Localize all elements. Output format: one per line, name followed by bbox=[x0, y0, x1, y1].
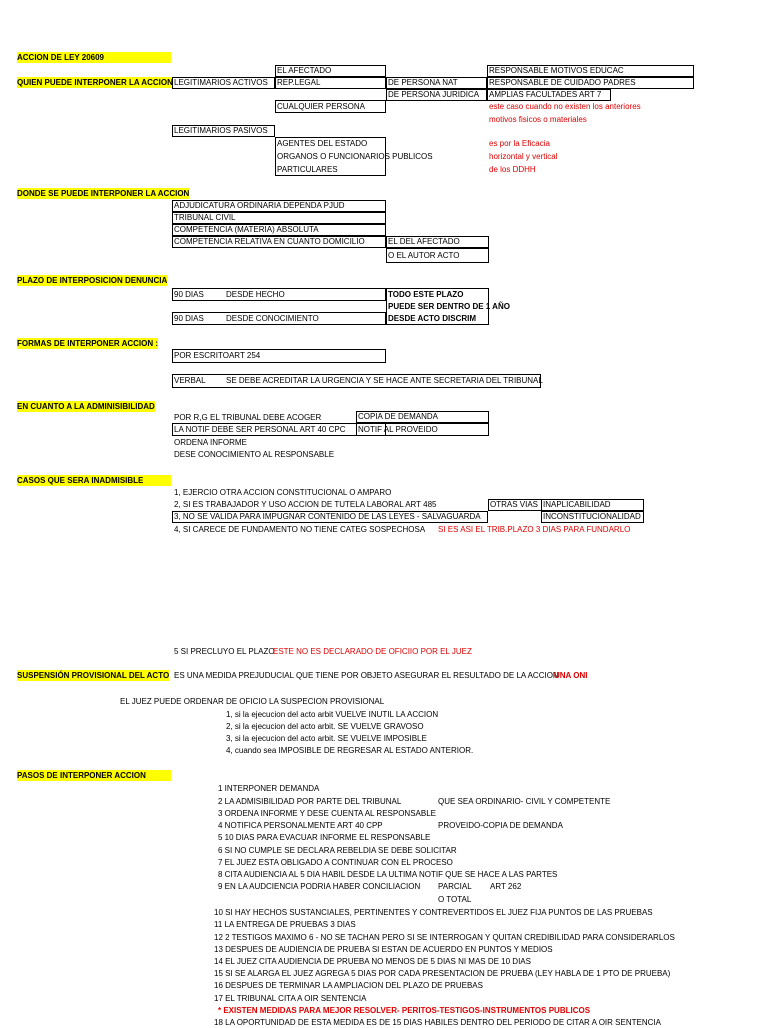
legitimarios-activos: LEGITIMARIOS ACTIVOS bbox=[174, 78, 268, 87]
note-ddhh: de los DDHH bbox=[489, 165, 536, 174]
paso-8: 8 CITA AUDIENCIA AL 5 DIA HABIL DESDE LA ULTIMA NOTIF QUE SE HACE A LAS PARTES bbox=[218, 870, 558, 879]
noventa-dias-hecho: 90 DIAS bbox=[174, 290, 204, 299]
todo-este-plazo: TODO ESTE PLAZO bbox=[388, 290, 464, 299]
suspension-description: ES UNA MEDIDA PREJUDUCIAL QUE TIENE POR OBJETO ASEGURAR EL RESULTADO DE LA ACCION bbox=[174, 671, 559, 680]
note-anteriores: este caso cuando no existen los anteriores bbox=[489, 102, 641, 111]
paso-2: 2 LA ADMISIBILIDAD POR PARTE DEL TRIBUNAL bbox=[218, 797, 402, 806]
desde-conocimiento: DESDE CONOCIMIENTO bbox=[226, 314, 319, 323]
rep-legal: REP.LEGAL bbox=[277, 78, 321, 87]
medidas-mejor-resolver: * EXISTEN MEDIDAS PARA MEJOR RESOLVER- PERITOS-TESTIGOS-INSTRUMENTOS PUBLICOS bbox=[218, 1006, 591, 1015]
paso-4: 4 NOTIFICA PERSONALMENTE ART 40 CPP bbox=[218, 821, 383, 830]
heading-donde: DONDE SE PUEDE INTERPONER LA ACCION bbox=[17, 189, 190, 198]
heading-admisibilidad: EN CUANTO A LA ADMINISIBILIDAD bbox=[17, 402, 155, 411]
note-motivos: motivos fisicos o materiales bbox=[489, 115, 587, 124]
el-del-afectado: EL DEL AFECTADO bbox=[388, 237, 460, 246]
agentes-del-estado: AGENTES DEL ESTADO bbox=[277, 139, 368, 148]
paso-16: 16 DESPUES DE TERMINAR LA AMPLIACION DEL PLAZO DE PRUEBAS bbox=[214, 981, 483, 990]
por-escrito: POR ESCRITOART 254 bbox=[174, 351, 261, 360]
legitimarios-pasivos: LEGITIMARIOS PASIVOS bbox=[174, 126, 268, 135]
suspension-note: UNA ONI bbox=[554, 671, 588, 680]
heading-inadmisible: CASOS QUE SERA INADMISIBLE bbox=[17, 475, 171, 486]
paso-11: 11 LA ENTREGA DE PRUEBAS 3 DIAS bbox=[214, 920, 356, 929]
responsable-cuidado: RESPONSABLE DE CUIDADO PADRES bbox=[489, 78, 636, 87]
responsable-motivos: RESPONSABLE MOTIVOS EDUCAC bbox=[489, 66, 624, 75]
heading-suspension: SUSPENSIÓN PROVISIONAL DEL ACTO bbox=[17, 671, 170, 680]
el-afectado: EL AFECTADO bbox=[277, 66, 332, 75]
suspension-item-2: 2, si la ejecucion del acto arbit. SE VUELVE GRAVOSO bbox=[226, 722, 424, 731]
paso-7: 7 EL JUEZ ESTA OBLIGADO A CONTINUAR CON EL PROCESO bbox=[218, 858, 453, 867]
paso-17: 17 EL TRIBUNAL CITA A OIR SENTENCIA bbox=[214, 994, 367, 1003]
paso-18: 18 LA OPORTUNIDAD DE ESTA MEDIDA ES DE 15 DIAS HABILES DENTRO DEL PERIODO DE CITAR A OIR SENTENCIA bbox=[214, 1018, 661, 1027]
verbal-description: SE DEBE ACREDITAR LA URGENCIA Y SE HACE ANTE SECRETARIA DEL TRIBUNAL bbox=[226, 376, 543, 385]
paso-6: 6 SI NO CUMPLE SE DECLARA REBELDIA SE DEBE SOLICITAR bbox=[218, 846, 457, 855]
organos-funcionarios: ORGANOS O FUNCIONARIOS PUBLICOS bbox=[277, 152, 433, 161]
amplias-facultades: AMPLIAS FACULTADES ART 7 bbox=[489, 90, 602, 99]
cualquier-persona: CUALQUIER PERSONA bbox=[277, 102, 366, 111]
paso-2-nota: QUE SEA ORDINARIO- CIVIL Y COMPETENTE bbox=[438, 797, 611, 806]
heading-plazo: PLAZO DE INTERPOSICION DENUNCIA bbox=[17, 276, 168, 285]
puede-ser-un-ano: PUEDE SER DENTRO DE 1 AÑO bbox=[388, 302, 510, 311]
dese-conocimiento: DESE CONOCIMIENTO AL RESPONSABLE bbox=[174, 450, 335, 459]
heading-quien-puede: QUIEN PUEDE INTERPONER LA ACCION bbox=[17, 78, 173, 87]
tribunal-civil: TRIBUNAL CIVIL bbox=[174, 213, 236, 222]
desde-acto-discrim: DESDE ACTO DISCRIM bbox=[388, 314, 477, 323]
notif-al-proveido: NOTIF AL PROVEIDO bbox=[358, 425, 438, 434]
notif-personal: LA NOTIF DEBE SER PERSONAL ART 40 CPC bbox=[174, 425, 346, 434]
inaplicabilidad: INAPLICABILIDAD bbox=[543, 500, 611, 509]
desde-hecho: DESDE HECHO bbox=[226, 290, 285, 299]
paso-9: 9 EN LA AUDCIENCIA PODRIA HABER CONCILIACION bbox=[218, 882, 421, 891]
inconstitucionalidad: INCONSTITUCIONALIDAD bbox=[543, 512, 641, 521]
o-el-autor-acto: O EL AUTOR ACTO bbox=[388, 251, 460, 260]
noventa-dias-conocimiento: 90 DIAS bbox=[174, 314, 204, 323]
paso-15: 15 SI SE ALARGA EL JUEZ AGREGA 5 DIAS POR CADA PRESENTACION DE PRUEBA (LEY HABLA DE 1 PTO DE PRUEBA) bbox=[214, 969, 671, 978]
paso-1: 1 INTERPONER DEMANDA bbox=[218, 784, 320, 793]
paso-10: 10 SI HAY HECHOS SUSTANCIALES, PERTINENTES Y CONTREVERTIDOS EL JUEZ FIJA PUNTOS DE LAS PRUEBAS bbox=[214, 908, 653, 917]
copia-de-demanda: COPIA DE DEMANDA bbox=[358, 412, 439, 421]
heading-formas: FORMAS DE INTERPONER ACCION : bbox=[17, 339, 159, 348]
caso-3: 3, NO SE VALIDA PARA IMPUGNAR CONTENIDO DE LAS LEYES - SALVAGUARDA bbox=[174, 512, 481, 521]
paso-4-nota: PROVEIDO-COPIA DE DEMANDA bbox=[438, 821, 563, 830]
suspension-item-3: 3, si la ejecucion del acto arbit. SE VUELVE IMPOSIBLE bbox=[226, 734, 427, 743]
note-horizontal: horizontal y vertical bbox=[489, 152, 558, 161]
verbal: VERBAL bbox=[174, 376, 206, 385]
competencia-absoluta: COMPETENCIA (MATERIA) ABSOLUTA bbox=[174, 225, 319, 234]
paso-12: 12 2 TESTIGOS MAXIMO 6 - NO SE TACHAN PERO SI SE INTERROGAN Y QUITAN CREDIBILIDAD PARA CONSIDERARLOS bbox=[214, 933, 675, 942]
paso-14: 14 EL JUEZ CITA AUDIENCIA DE PRUEBA NO MENOS DE 5 DIAS NI MAS DE 10 DIAS bbox=[214, 957, 531, 966]
caso-5: 5 SI PRECLUYO EL PLAZO bbox=[174, 647, 275, 656]
tribunal-debe-acoger: POR R,G EL TRIBUNAL DEBE ACOGER bbox=[174, 413, 322, 422]
heading-pasos: PASOS DE INTERPONER ACCION bbox=[17, 770, 171, 781]
de-persona-nat: DE PERSONA NAT bbox=[388, 78, 458, 87]
note-eficacia: es por la Eficacia bbox=[489, 139, 550, 148]
paso-3: 3 ORDENA INFORME Y DESE CUENTA AL RESPONSABLE bbox=[218, 809, 436, 818]
otras-vias: OTRAS VIAS bbox=[490, 500, 539, 509]
suspension-item-4: 4, cuando sea IMPOSIBLE DE REGRESAR AL ESTADO ANTERIOR. bbox=[226, 746, 474, 755]
caso-4: 4, SI CARECE DE FUNDAMENTO NO TIENE CATEG SOSPECHOSA bbox=[174, 525, 426, 534]
de-persona-juridica: DE PERSONA JURIDICA bbox=[388, 90, 480, 99]
paso-13: 13 DESPUES DE AUDIENCIA DE PRUEBA SI ESTAN DE ACUERDO EN PUNTOS Y MEDIOS bbox=[214, 945, 553, 954]
juez-puede-ordenar: EL JUEZ PUEDE ORDENAR DE OFICIO LA SUSPECION PROVISIONAL bbox=[120, 697, 385, 706]
ordena-informe: ORDENA INFORME bbox=[174, 438, 247, 447]
suspension-item-1: 1, si la ejecucion del acto arbit VUELVE INUTIL LA ACCION bbox=[226, 710, 439, 719]
caso-2: 2, SI ES TRABAJADOR Y USO ACCION DE TUTELA LABORAL ART 485 bbox=[174, 500, 437, 509]
caso-4-nota: SI ES ASI EL TRIB.PLAZO 3 DIAS PARA FUNDARLO bbox=[438, 525, 631, 534]
caso-1: 1, EJERCIO OTRA ACCION CONSTITUCIONAL O AMPARO bbox=[174, 488, 392, 497]
particulares: PARTICULARES bbox=[277, 165, 338, 174]
caso-5-nota: ESTE NO ES DECLARADO DE OFICIIO POR EL JUEZ bbox=[273, 647, 472, 656]
paso-5: 5 10 DIAS PARA EVACUAR INFORME EL RESPONSABLE bbox=[218, 833, 431, 842]
page-title: ACCION DE LEY 20609 bbox=[17, 52, 171, 63]
adjudicatura: ADJUDICATURA ORDINARIA DEPENDA PJUD bbox=[174, 201, 345, 210]
art-262: ART 262 bbox=[490, 882, 522, 891]
competencia-relativa: COMPETENCIA RELATIVA EN CUANTO DOMICILIO bbox=[174, 237, 365, 246]
parcial: PARCIAL bbox=[438, 882, 472, 891]
o-total: O TOTAL bbox=[438, 895, 472, 904]
